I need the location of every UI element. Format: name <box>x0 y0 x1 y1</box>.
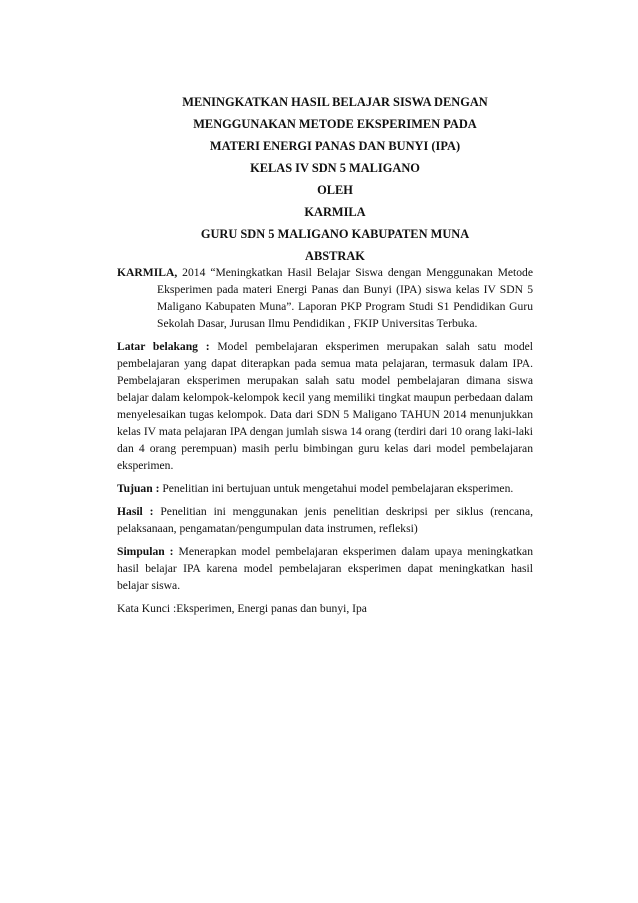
hasil-paragraph <box>117 503 533 537</box>
title-line-1: MENINGKATKAN HASIL BELAJAR SISWA DENGAN <box>182 95 488 109</box>
author-name: KARMILA <box>304 205 366 219</box>
hasil-text: Penelitian ini menggunakan jenis penelitian deskripsi per siklus (rencana, pelaksanaan, pengamatan/pengumpulan data instrumen, refleksi) <box>117 505 534 535</box>
latar-belakang-label: Latar belakang : <box>117 340 210 353</box>
citation-text: 2014 “Meningkatkan Hasil Belajar Siswa dengan Menggunakan Metode Eksperimen pada materi Energi Panas dan Bunyi (IPA) siswa kelas IV SDN 5 Maligano Kabupaten Muna”. Laporan PKP Program Studi S1 Pendidikan Guru Sekolah Dasar, Jurusan Ilmu Pendidikan , FKIP Universitas Terbuka. <box>157 266 533 330</box>
class-line: KELAS IV SDN 5 MALIGANO <box>250 161 420 175</box>
citation-author: KARMILA, <box>117 266 178 279</box>
author-affiliation: GURU SDN 5 MALIGANO KABUPATEN MUNA <box>200 227 470 241</box>
latar-belakang-paragraph <box>117 338 533 474</box>
title-line-2: MENGGUNAKAN METODE EKSPERIMEN PADA <box>193 117 477 131</box>
tujuan-paragraph <box>117 480 533 497</box>
oleh-line: OLEH <box>317 183 353 197</box>
abstract-heading: ABSTRAK <box>305 249 365 263</box>
tujuan-text: Penelitian ini bertujuan untuk mengetahui model pembelajaran eksperimen. <box>159 482 514 495</box>
simpulan-text: Menerapkan model pembelajaran eksperimen dalam upaya meningkatkan hasil belajar IPA karena model pembelajaran eksperimen dapat meningkatkan hasil belajar siswa. <box>117 545 533 592</box>
keywords-line: Kata Kunci :Eksperimen, Energi panas dan bunyi, Ipa <box>117 602 367 615</box>
tujuan-label: Tujuan : <box>117 482 160 495</box>
simpulan-label: Simpulan : <box>117 545 174 558</box>
abstract-body <box>117 264 533 617</box>
citation-paragraph <box>117 264 533 332</box>
title-block <box>100 91 570 267</box>
hasil-label: Hasil : <box>117 505 154 518</box>
latar-belakang-text: Model pembelajaran eksperimen merupakan salah satu model pembelajaran yang dapat diterapkan pada semua mata pelajaran, termasuk dalam IPA. Pembelajaran eksperimen merupakan salah satu model pembelajaran dimana siswa belajar dalam kelompok-kelompok kecil yang memiliki tingkat maupun perbedaan dalam menyelesaikan tugas kelompok. Data dari SDN 5 Maligano TAHUN 2014 menunjukkan kelas IV mata pelajaran IPA dengan jumlah siswa 14 orang (terdiri dari 10 orang laki-laki dan 4 orang perempuan) masih perlu bimbingan guru kelas dari model pembelajaran eksperimen. <box>117 340 533 472</box>
title-line-3: MATERI ENERGI PANAS DAN BUNYI (IPA) <box>209 139 461 153</box>
simpulan-paragraph <box>117 543 533 594</box>
